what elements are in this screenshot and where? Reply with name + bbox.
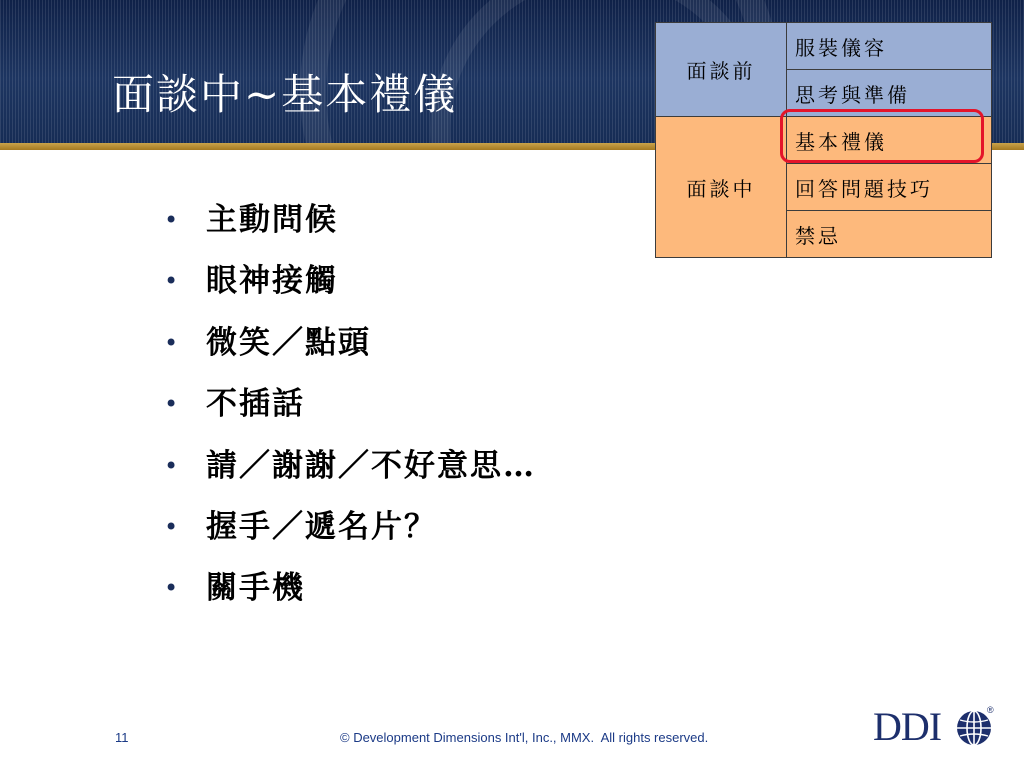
bullet-text: 不插話: [206, 386, 305, 423]
list-item: [162, 190, 536, 251]
bullet-text: 關手機: [206, 570, 305, 607]
bullet-text: 微笑／點頭: [206, 324, 371, 361]
bullet-text: 主動問候: [206, 202, 338, 238]
stage-item-answer-skills: 回答問題技巧: [787, 164, 992, 211]
bullet-text: 請／謝謝／不好意思…: [206, 447, 536, 484]
bullet-text: 眼神接觸: [206, 263, 338, 300]
list-item: [162, 436, 536, 497]
bullet-dot-icon: •: [164, 512, 181, 541]
list-item: [162, 374, 536, 435]
stage-item-attire: 服裝儀容: [787, 23, 992, 70]
list-item: [162, 251, 536, 312]
current-topic-highlight: [780, 109, 984, 163]
stage-item-preparation: 思考與準備: [787, 70, 992, 117]
stage-item-taboos: 禁忌: [787, 211, 992, 258]
bullet-dot-icon: •: [164, 451, 181, 480]
page-number: 11: [115, 730, 129, 745]
bullet-text: 握手／遞名片？: [206, 508, 437, 545]
registered-mark: ®: [987, 705, 994, 715]
slide-title: 面談中~基本禮儀: [112, 70, 458, 119]
bullet-dot-icon: •: [164, 328, 181, 357]
bullet-dot-icon: •: [164, 390, 181, 419]
etiquette-bullet-list: [162, 190, 536, 620]
list-item: [162, 558, 536, 619]
bullet-dot-icon: •: [164, 206, 181, 234]
ddi-logo: [873, 704, 995, 749]
list-item: [162, 497, 536, 558]
stage-item-etiquette: 基本禮儀: [787, 117, 992, 164]
copyright-notice: © Development Dimensions Int'l, Inc., MMX. All rights reserved.: [340, 730, 709, 745]
stage-phase-before: 面談前: [656, 23, 787, 117]
logo-text: DDI: [873, 704, 942, 749]
bullet-dot-icon: •: [164, 574, 181, 603]
bullet-dot-icon: •: [164, 267, 181, 296]
list-item: [162, 313, 536, 374]
stage-phase-during: 面談中: [656, 117, 787, 258]
